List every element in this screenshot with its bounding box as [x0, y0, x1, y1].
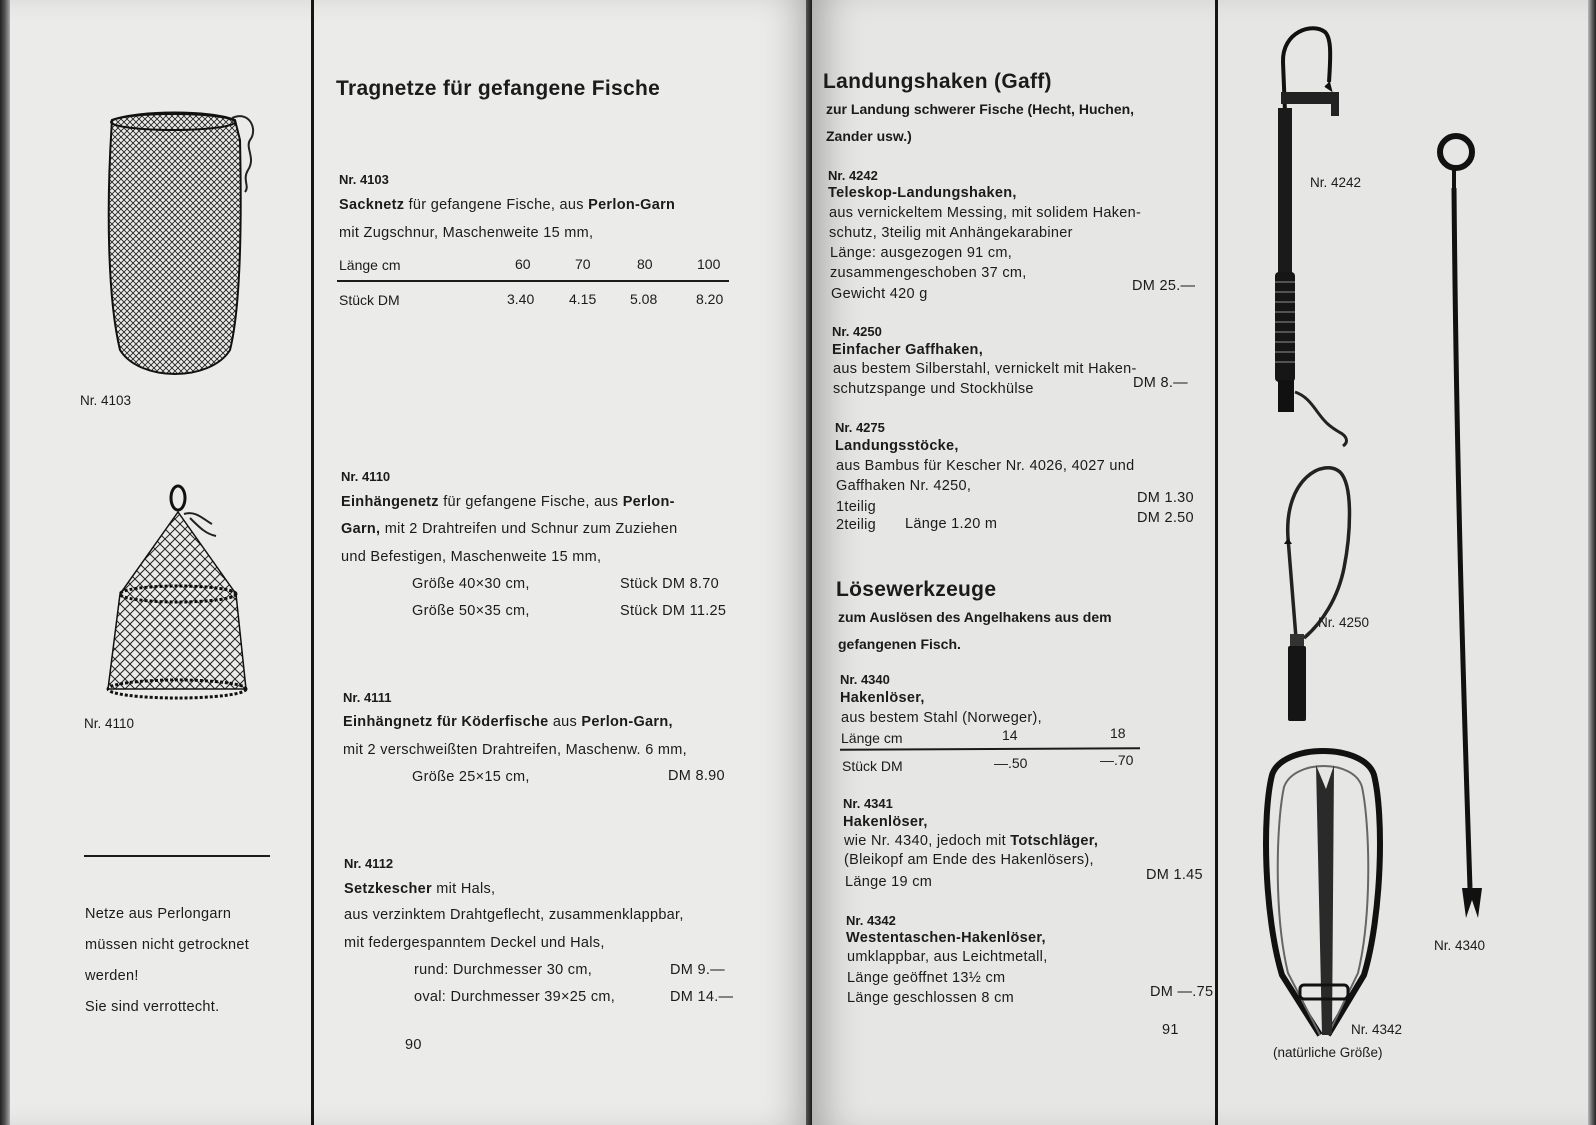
caption-4340: Nr. 4340	[1434, 938, 1486, 953]
note-line-1: Netze aus Perlongarn	[85, 906, 232, 922]
item-4112-variant-2-price: DM 14.—	[670, 989, 734, 1005]
item-4111-desc: aus	[548, 714, 582, 730]
item-4340-length-label: Länge cm	[841, 730, 903, 746]
item-4275-name: Landungsstöcke,	[835, 438, 959, 454]
item-4103-line-2: mit Zugschnur, Maschenweite 15 mm,	[339, 225, 594, 241]
item-4250-line-1: aus bestem Silberstahl, vernickelt mit Haken-	[833, 361, 1137, 377]
item-4342-name: Westentaschen-Hakenlöser,	[846, 930, 1046, 946]
item-4111-line-1	[343, 714, 673, 730]
right-page	[812, 0, 1596, 1125]
item-4275-line-2: Gaffhaken Nr. 4250,	[836, 478, 972, 494]
item-4110-line-1	[341, 494, 675, 510]
right-page-subtitle	[826, 96, 1134, 150]
item-4242-number: Nr. 4242	[828, 168, 878, 183]
item-4250-line-2: schutzspange und Stockhülse	[833, 381, 1034, 397]
item-4242-line-5: Gewicht 420 g	[831, 286, 928, 302]
item-4103-length-3: 80	[637, 256, 653, 272]
item-4112-name: Setzkescher	[344, 881, 432, 897]
item-4275-variant-1-price: DM 1.30	[1137, 490, 1194, 506]
item-4112-line-1	[344, 881, 495, 897]
item-4340-price-1: —.50	[994, 755, 1028, 771]
caption-4342-note: (natürliche Größe)	[1273, 1045, 1383, 1060]
item-4103-table-rule	[337, 280, 729, 282]
item-4110-price-2: Stück DM 11.25	[620, 603, 727, 619]
item-4112-desc: mit Hals,	[431, 881, 496, 897]
item-4103-price-1: 3.40	[507, 291, 535, 307]
page-number-right: 91	[1162, 1022, 1179, 1038]
note-divider	[84, 855, 270, 857]
item-4250-number: Nr. 4250	[832, 324, 882, 339]
item-4103-desc: für gefangene Fische, aus	[404, 197, 589, 213]
item-4103-length-label: Länge cm	[339, 257, 401, 273]
item-4275-line-1: aus Bambus für Kescher Nr. 4026, 4027 und	[836, 458, 1135, 474]
right-page-title: Landungshaken (Gaff)	[823, 70, 1052, 93]
item-4341-number: Nr. 4341	[843, 796, 893, 811]
section-2-subtitle-line-1: zum Auslösen des Angelhakens aus dem	[838, 609, 1112, 625]
note-line-3: werden!	[85, 968, 139, 984]
section-2-subtitle-line-2: gefangenen Fisch.	[838, 636, 961, 652]
item-4103-name: Sacknetz	[339, 197, 405, 213]
item-4103-length-4: 100	[697, 256, 721, 272]
caption-4103: Nr. 4103	[80, 393, 132, 408]
item-4110-price-1: Stück DM 8.70	[620, 576, 719, 592]
item-4275-variant-1: 1teilig	[836, 499, 876, 515]
hanging-net-illustration	[100, 484, 260, 704]
item-4250-name: Einfacher Gaffhaken,	[832, 342, 984, 358]
item-4340-table-rule	[840, 747, 1140, 751]
item-4275-variant-2-price: DM 2.50	[1137, 510, 1194, 526]
item-4275-variant-2: 2teilig	[836, 517, 876, 533]
item-4110-name: Einhängenetz	[341, 494, 439, 510]
item-4112-line-3: mit federgespanntem Deckel und Hals,	[344, 935, 605, 951]
item-4341-desc: wie Nr. 4340, jedoch mit	[844, 833, 1011, 849]
item-4342-price: DM —.75	[1150, 984, 1214, 1000]
item-4112-number: Nr. 4112	[344, 856, 394, 871]
item-4340-number: Nr. 4340	[840, 672, 890, 687]
item-4103-length-1: 60	[515, 256, 531, 272]
item-4340-line-1: aus bestem Stahl (Norweger),	[841, 710, 1043, 726]
item-4341-line-2: (Bleikopf am Ende des Hakenlösers),	[844, 852, 1094, 868]
hook-remover-illustration	[1424, 128, 1494, 928]
item-4341-line-1	[844, 833, 1098, 849]
item-4111-material: Perlon-Garn,	[581, 714, 673, 730]
item-4112-variant-1: rund: Durchmesser 30 cm,	[414, 962, 593, 978]
telescopic-gaff-illustration	[1267, 22, 1377, 452]
left-page-title: Tragnetze für gefangene Fische	[336, 77, 661, 100]
caption-4242: Nr. 4242	[1310, 175, 1362, 190]
item-4110-size-1: Größe 40×30 cm,	[412, 576, 530, 592]
column-divider-right	[1215, 0, 1218, 1125]
item-4111-name: Einhängnetz für Köderfische	[343, 714, 549, 730]
item-4110-desc-2: mit 2 Drahtreifen und Schnur zum Zuziehen	[380, 521, 678, 537]
item-4341-price: DM 1.45	[1146, 867, 1203, 883]
item-4242-line-1: aus vernickeltem Messing, mit solidem Haken-	[829, 205, 1142, 221]
section-2-subtitle	[838, 604, 1112, 658]
item-4341-name: Hakenlöser,	[843, 814, 928, 830]
caption-4342: Nr. 4342	[1351, 1022, 1403, 1037]
item-4103-price-2: 4.15	[569, 291, 597, 307]
item-4275-number: Nr. 4275	[835, 420, 885, 435]
item-4103-number: Nr. 4103	[339, 172, 389, 187]
sack-net-illustration	[100, 110, 260, 380]
caption-4250: Nr. 4250	[1318, 615, 1370, 630]
item-4342-line-2: Länge geöffnet 13½ cm	[847, 970, 1006, 986]
section-2-title: Lösewerkzeuge	[836, 578, 997, 601]
item-4103-price-4: 8.20	[696, 291, 724, 307]
right-page-subtitle-line-1: zur Landung schwerer Fische (Hecht, Huchen,	[826, 101, 1135, 117]
item-4340-length-2: 18	[1110, 725, 1126, 741]
item-4112-variant-1-price: DM 9.—	[670, 962, 725, 978]
book-edge-right	[1588, 0, 1596, 1125]
item-4111-size: Größe 25×15 cm,	[412, 769, 530, 785]
item-4110-desc: für gefangene Fische, aus	[438, 494, 623, 510]
item-4103-line-1	[339, 197, 675, 213]
item-4110-material-b: Garn,	[341, 521, 381, 537]
note-line-2: müssen nicht getrocknet	[85, 937, 250, 953]
pocket-hook-remover-illustration	[1264, 735, 1384, 1045]
item-4340-name: Hakenlöser,	[840, 690, 925, 706]
item-4341-line-3: Länge 19 cm	[845, 874, 933, 890]
item-4342-line-1: umklappbar, aus Leichtmetall,	[847, 949, 1048, 965]
page-number-left: 90	[405, 1037, 422, 1053]
item-4103-price-3: 5.08	[630, 291, 658, 307]
item-4110-line-3: und Befestigen, Maschenweite 15 mm,	[341, 549, 602, 565]
book-edge-left	[0, 0, 10, 1125]
column-divider-left	[311, 0, 314, 1125]
item-4111-line-2: mit 2 verschweißten Drahtreifen, Maschenw. 6 mm,	[343, 742, 687, 758]
item-4103-material: Perlon-Garn	[588, 197, 676, 213]
item-4112-line-2: aus verzinktem Drahtgeflecht, zusammenklappbar,	[344, 907, 684, 923]
item-4111-number: Nr. 4111	[343, 690, 392, 705]
simple-gaff-illustration	[1274, 458, 1364, 728]
item-4342-number: Nr. 4342	[846, 913, 896, 928]
item-4111-price: DM 8.90	[668, 768, 725, 784]
item-4110-material-a: Perlon-	[622, 494, 675, 510]
item-4342-line-3: Länge geschlossen 8 cm	[847, 990, 1015, 1006]
caption-4110: Nr. 4110	[84, 716, 135, 731]
item-4341-feature: Totschläger,	[1010, 833, 1099, 849]
item-4110-line-2	[341, 521, 677, 537]
item-4242-price: DM 25.—	[1132, 278, 1196, 294]
item-4112-variant-2: oval: Durchmesser 39×25 cm,	[414, 989, 616, 1005]
item-4250-price: DM 8.—	[1133, 375, 1188, 391]
item-4242-name: Teleskop-Landungshaken,	[828, 185, 1017, 201]
item-4340-price-2: —.70	[1100, 752, 1134, 768]
item-4242-line-2: schutz, 3teilig mit Anhängekarabiner	[829, 225, 1073, 241]
item-4103-length-2: 70	[575, 256, 591, 272]
item-4340-length-1: 14	[1002, 727, 1018, 743]
item-4242-line-4: zusammengeschoben 37 cm,	[830, 265, 1027, 281]
item-4340-price-label: Stück DM	[842, 758, 903, 774]
item-4110-number: Nr. 4110	[341, 469, 391, 484]
item-4242-line-3: Länge: ausgezogen 91 cm,	[830, 245, 1013, 261]
item-4275-variant-2-length: Länge 1.20 m	[905, 516, 998, 532]
note-line-4: Sie sind verrottecht.	[85, 999, 220, 1015]
item-4103-price-label: Stück DM	[339, 292, 400, 308]
item-4110-size-2: Größe 50×35 cm,	[412, 603, 530, 619]
right-page-subtitle-line-2: Zander usw.)	[826, 128, 912, 144]
